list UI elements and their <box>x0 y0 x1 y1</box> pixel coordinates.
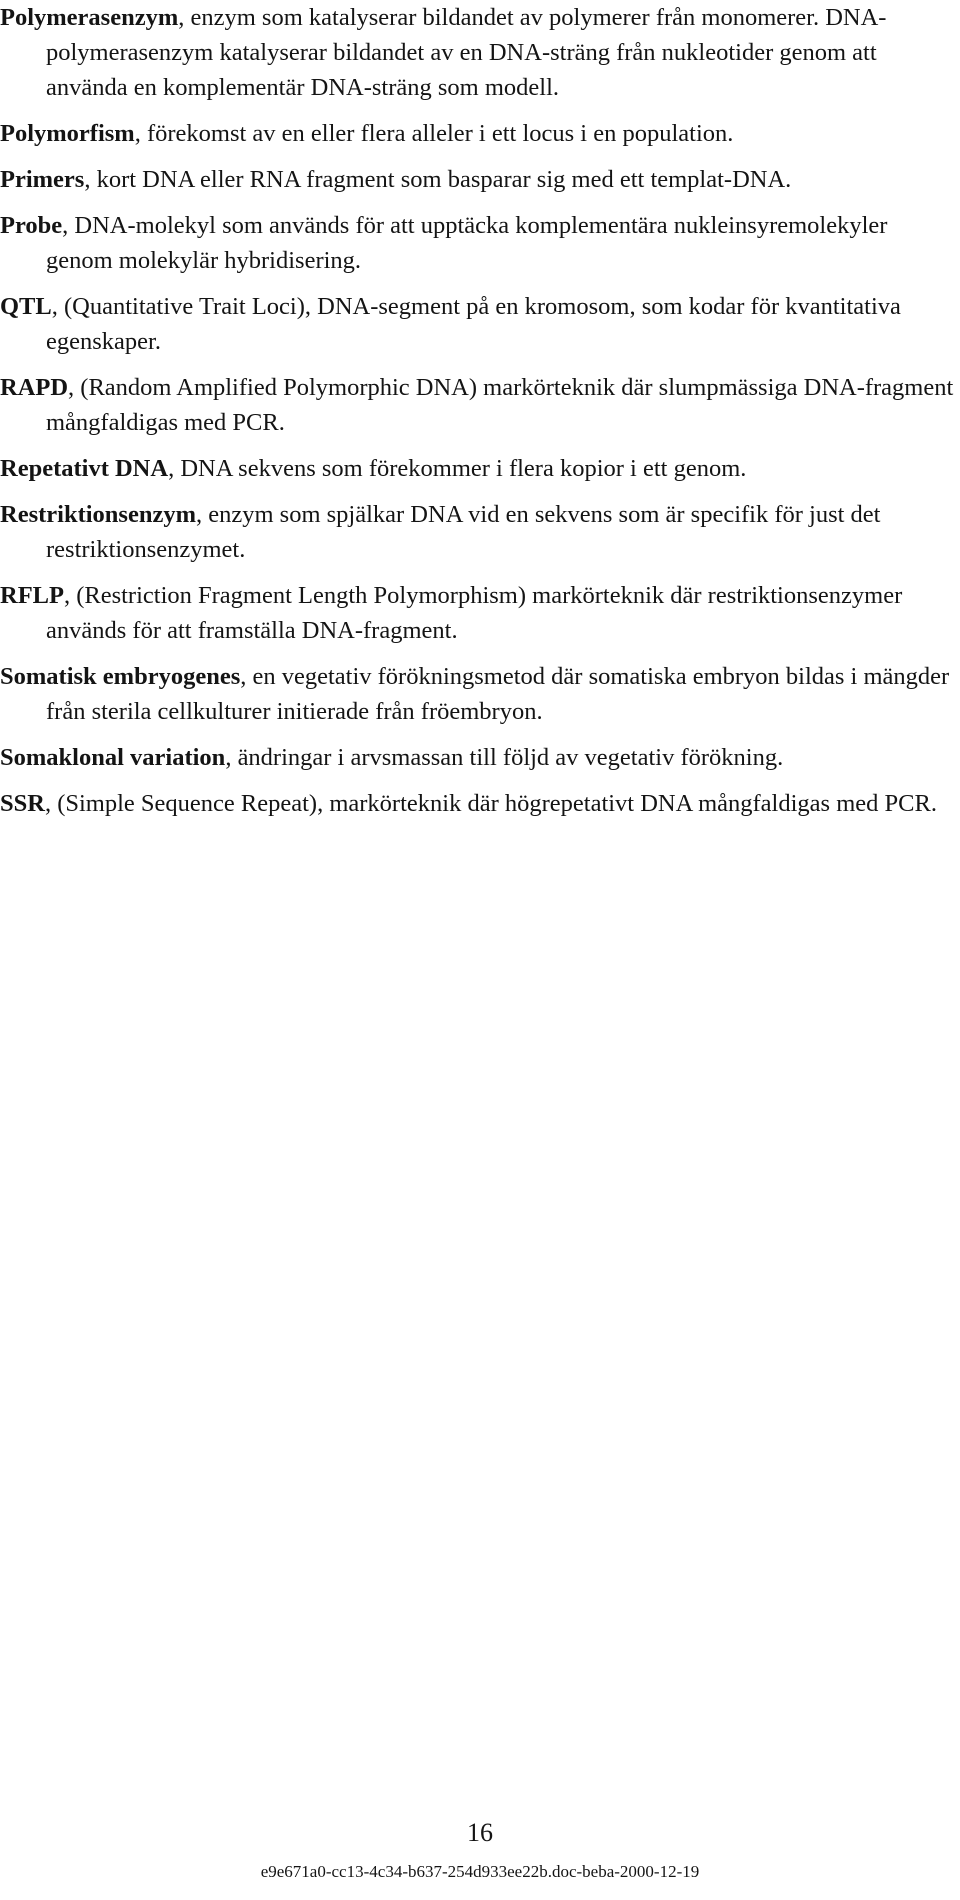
glossary-term: RAPD <box>0 374 69 401</box>
glossary-entry-polymorfism <box>0 116 955 151</box>
glossary-definition: , enzym som spjälkar DNA vid en sekvens som är specifik för just det restriktionsenzymet. <box>46 501 881 563</box>
glossary-entry-somaklonal-variation <box>0 740 955 775</box>
glossary-definition: , kort DNA eller RNA fragment som basparar sig med ett templat-DNA. <box>84 166 792 193</box>
glossary-term: Somaklonal variation <box>0 744 226 771</box>
glossary-entry-qtl <box>0 289 955 359</box>
glossary-entry-somatisk-embryogenes <box>0 659 955 729</box>
glossary-term: RFLP <box>0 582 64 609</box>
glossary-term: Polymerasenzym <box>0 4 179 31</box>
glossary-definition: , (Restriction Fragment Length Polymorphism) markörteknik där restriktionsenzymer används för att framställa DNA-fragment. <box>46 582 903 644</box>
glossary-definition: , enzym som katalyserar bildandet av polymerer från monomerer. DNA-polymerasenzym katalyserar bildandet av en DNA-sträng från nukleotider genom att använda en komplementär DNA-sträng som modell. <box>46 4 887 101</box>
glossary-definition: , en vegetativ förökningsmetod där somatiska embryon bildas i mängder från sterila cellkulturer initierade från fröembryon. <box>46 663 950 725</box>
glossary-entry-restriktionsenzym <box>0 497 955 567</box>
glossary-definition: , DNA sekvens som förekommer i flera kopior i ett genom. <box>168 455 747 482</box>
glossary-term: Repetativt DNA <box>0 455 169 482</box>
glossary-list <box>0 0 955 832</box>
glossary-term: SSR <box>0 790 45 817</box>
document-id-footer: e9e671a0-cc13-4c34-b637-254d933ee22b.doc-beba-2000-12-19 <box>260 1862 700 1881</box>
glossary-entry-probe <box>0 208 955 278</box>
glossary-definition: , (Simple Sequence Repeat), markörteknik där högrepetativt DNA mångfaldigas med PCR. <box>44 790 937 817</box>
glossary-entry-repetativt-dna <box>0 451 955 486</box>
glossary-term: Probe <box>0 212 63 239</box>
glossary-definition: , (Random Amplified Polymorphic DNA) markörteknik där slumpmässiga DNA-fragment mångfaldigas med PCR. <box>46 374 954 436</box>
glossary-definition: , (Quantitative Trait Loci), DNA-segment på en kromosom, som kodar för kvantitativa egenskaper. <box>46 293 901 355</box>
glossary-entry-rapd <box>0 370 955 440</box>
glossary-term: Somatisk embryogenes <box>0 663 241 690</box>
glossary-term: Polymorfism <box>0 120 135 147</box>
page-number: 16 <box>467 1818 493 1847</box>
glossary-definition: , DNA-molekyl som används för att upptäcka komplementära nukleinsyremolekyler genom molekylär hybridisering. <box>46 212 888 274</box>
glossary-entry-rflp <box>0 578 955 648</box>
glossary-entry-polymerasenzym <box>0 0 955 105</box>
glossary-entry-ssr <box>0 786 955 821</box>
glossary-term: Primers <box>0 166 85 193</box>
glossary-term: Restriktionsenzym <box>0 501 196 528</box>
glossary-term: QTL <box>0 293 52 320</box>
glossary-definition: , ändringar i arvsmassan till följd av vegetativ förökning. <box>225 744 784 771</box>
glossary-definition: , förekomst av en eller flera alleler i ett locus i en population. <box>134 120 734 147</box>
glossary-entry-primers <box>0 162 955 197</box>
